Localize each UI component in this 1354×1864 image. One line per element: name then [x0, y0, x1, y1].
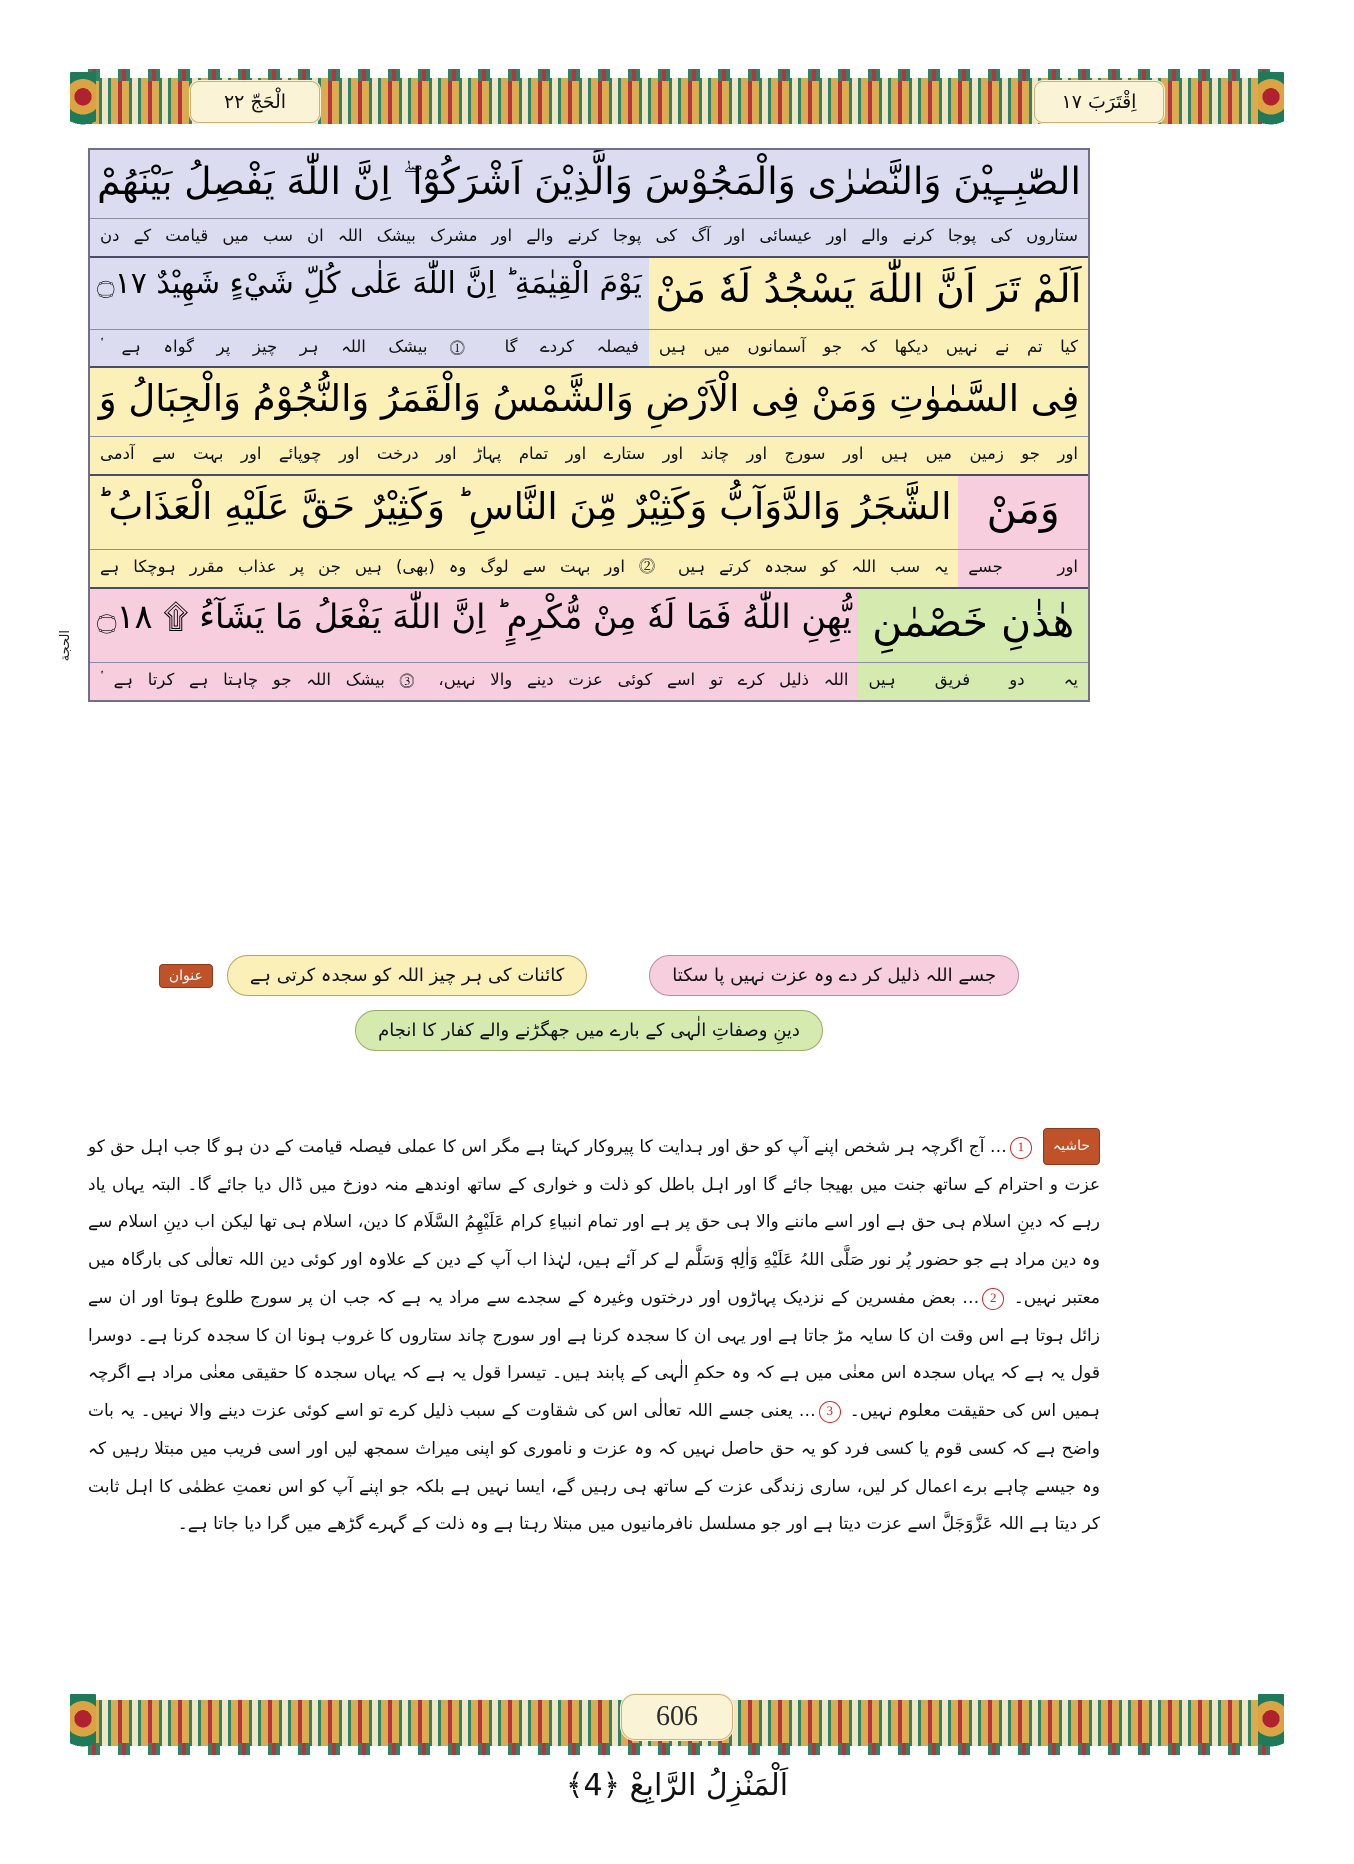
footnote-marker-2: 2 [982, 1288, 1004, 1310]
translation-segment: فیصلہ کردے گا ⓵ بیشک اللہ ہر چیز پر گواہ ہے ۟ [90, 330, 649, 367]
page-number-cartouche: 606 [621, 1694, 733, 1740]
translation-segment: اور جسے [958, 550, 1088, 587]
bottom-right-ornament-corner [1258, 1694, 1284, 1756]
ayah-segment: الصّٰبِــِٕيْنَ وَالنَّصٰرٰى وَالْمَجُوْسَ وَالَّذِيْنَ اَشْرَكُوْٓا ۖ اِنَّ اللّٰهَ يَفْصِلُ بَيْنَهُمْ [90, 150, 1088, 218]
ayah-segment: الشَّجَرُ وَالدَّوَآبُّ وَكَثِيْرٌ مِّنَ النَّاسِ ؕ وَكَثِيْرٌ حَقَّ عَلَيْهِ الْعَذَابُ ؕ [90, 476, 958, 549]
hashiya-paragraph: یہ بات واضح ہے کہ کسی قوم یا کسی فرد کو یہ حق حاصل نہیں کہ وہ عزت و ناموری کو اپنی میراث سمجھ لیں اور اسی فریب میں مبتلا رہیں کہ وہ جیسے چاہے برے اعمال کر لیں، ساری زندگی عزت کے ساتھ ہی رہیں گے، ایسا نہیں ہے بلکہ جو اپنے آپ کو اس نعمتِ عظمٰی کا اہل ثابت کر دیتا ہے اللہ عَزَّوَجَلَّ اسے عزت دیتا ہے اور جو مسلسل نافرمانیوں میں مبتلا رہتا ہے وہ ذلت کے گہرے گڑھے میں گرا دیا جاتا ہے۔ [88, 1401, 1100, 1535]
hashiya-footnote-block [88, 1128, 1100, 1544]
juz-name-cartouche: اِقْتَرَبَ ١٧ [1034, 81, 1164, 123]
summary-section [88, 955, 1090, 1065]
ayah-row [90, 150, 1088, 219]
ayah-segment: اَلَمْ تَرَ اَنَّ اللّٰهَ يَسْجُدُ لَهٗ مَنْ [649, 258, 1088, 329]
ayah-segment: هٰذٰنِ خَصْمٰنِ [858, 589, 1088, 662]
translation-segment: اللہ ذلیل کرے تو اسے کوئی عزت دینے والا نہیں، ⓷ بیشک اللہ جو چاہتا ہے کرتا ہے ۟ [90, 663, 858, 700]
ayah-row [90, 476, 1088, 550]
translation-segment: یہ سب اللہ کو سجدہ کرتے ہیں ⓶ اور بہت سے لوگ وہ (بھی) ہیں جن پر عذاب مقرر ہوچکا ہے [90, 550, 958, 587]
top-right-ornament-corner [1258, 72, 1284, 134]
scripture-table [88, 148, 1090, 702]
ayah-segment: يُّهِنِ اللّٰهُ فَمَا لَهٗ مِنْ مُّكْرِمٍ ؕ اِنَّ اللّٰهَ يَفْعَلُ مَا يَشَآءُ ۩ ۝١٨ [90, 589, 858, 662]
footnote-marker-1: 1 [1010, 1137, 1032, 1159]
unwan-tag: عنوان [159, 964, 213, 988]
ayah-row [90, 589, 1088, 663]
summary-pill-row-1 [88, 955, 1090, 996]
summary-pill-left: جسے اللہ ذلیل کر دے وہ عزت نہیں پا سکتا [649, 955, 1019, 996]
summary-pill-right: کائنات کی ہر چیز اللہ کو سجدہ کرتی ہے [227, 955, 587, 996]
hashiya-tag: حاشیہ [1043, 1128, 1100, 1165]
translation-segment: ستاروں کی پوجا کرنے والے اور عیسائی اور آگ کی پوجا کرنے والے اور مشرک بیشک اللہ ان سب میں قیامت کے دن [90, 219, 1088, 256]
translation-segment: یہ دو فریق ہیں [858, 663, 1088, 700]
ayah-segment: فِى السَّمٰوٰتِ وَمَنْ فِى الْاَرْضِ وَالشَّمْسُ وَالْقَمَرُ وَالنُّجُوْمُ وَالْجِبَالُ وَ [90, 368, 1088, 436]
translation-segment: کیا تم نے نہیں دیکھا کہ جو آسمانوں میں ہیں [649, 330, 1088, 367]
bottom-left-ornament-corner [70, 1694, 96, 1756]
hashiya-paragraph: … بعض مفسرین کے نزدیک پہاڑوں اور درختوں وغیرہ کے سجدے سے مراد یہ ہے کہ جب ان پر سورج طلوع ہوتا اور ان سے زائل ہوتا ہے اس وقت ان کا سایہ مڑ جاتا ہے اور یہی ان کا سجدہ کرنا ہے اور سورج چاند ستاروں کا غروب ہونا ان کا سجدہ کرنا ہے۔ دوسرا قول یہ ہے کہ یہاں سجدہ اس معنٰی میں ہے کہ وہ حکمِ الٰہی کے پابند ہیں۔ تیسرا قول یہ ہے کہ یہاں سجدہ کا حقیقی معنٰی مراد ہے اگرچہ ہمیں اس کی حقیقت معلوم نہیں۔ [88, 1287, 1100, 1422]
summary-pill-center: دینِ وصفاتِ الٰہی کے بارے میں جھگڑنے والے کفار کا انجام [355, 1010, 823, 1051]
manzil-label: اَلْمَنْزِلُ الرَّابِعْ ﴿4﴾ [565, 1768, 789, 1803]
top-left-ornament-corner [70, 72, 96, 134]
translation-row [90, 550, 1088, 589]
surah-name-cartouche: الْحَجّ ٢٢ [190, 81, 320, 123]
translation-row [90, 437, 1088, 476]
ruku-side-marker: الحجة [58, 630, 73, 662]
ayah-segment: وَمَنْ [958, 476, 1088, 549]
translation-row [90, 330, 1088, 369]
translation-row [90, 663, 1088, 700]
hashiya-paragraph: … آج اگرچہ ہر شخص اپنے آپ کو حق اور ہدایت کا پیروکار کہتا ہے مگر اس کا عملی فیصلہ قیامت کے دن ہو گا جب اہل حق کو عزت و احترام کے ساتھ جنت میں بھیجا جائے گا اور اہل باطل کو ذلت و خواری کے ساتھ اوندھے منہ دوزخ میں ڈال دیا جائے گا۔ البتہ یہاں یاد رہے کہ دینِ اسلام ہی حق ہے اور اسے ماننے والا ہی حق پر ہے اور تمام انبیاءِ کرام عَلَیْهِمُ السَّلَام کا دین، اسلام ہی تھا لیکن اب دینِ اسلام سے وہ دین مراد ہے جو حضور پُر نور صَلَّی اللہُ عَلَیْهِ وَاٰلِهٖ وَسَلَّم لے کر آئے ہیں، لہٰذا اب آپ کے دین کے علاوہ اور کوئی دین اللہ تعالٰی کی بارگاہ میں معتبر نہیں۔ [88, 1137, 1100, 1308]
translation-row [90, 219, 1088, 258]
footnote-marker-3: 3 [819, 1401, 841, 1423]
ayah-row [90, 258, 1088, 330]
hashiya-paragraph: … یعنی جسے اللہ تعالٰی اس کی شقاوت کے سبب ذلیل کرے تو اسے کوئی عزت دینے والا نہیں۔ [134, 1401, 816, 1422]
summary-pill-row-2 [88, 1010, 1090, 1051]
ayah-segment: يَوْمَ الْقِيٰمَةِ ؕ اِنَّ اللّٰهَ عَلٰى كُلِّ شَيْءٍ شَهِيْدٌ ۝١٧ [90, 258, 649, 329]
ayah-row [90, 368, 1088, 437]
translation-segment: اور جو زمین میں ہیں اور سورج اور چاند اور ستارے اور تمام پہاڑ اور درخت اور چوپائے اور بہت سے آدمی [90, 437, 1088, 474]
